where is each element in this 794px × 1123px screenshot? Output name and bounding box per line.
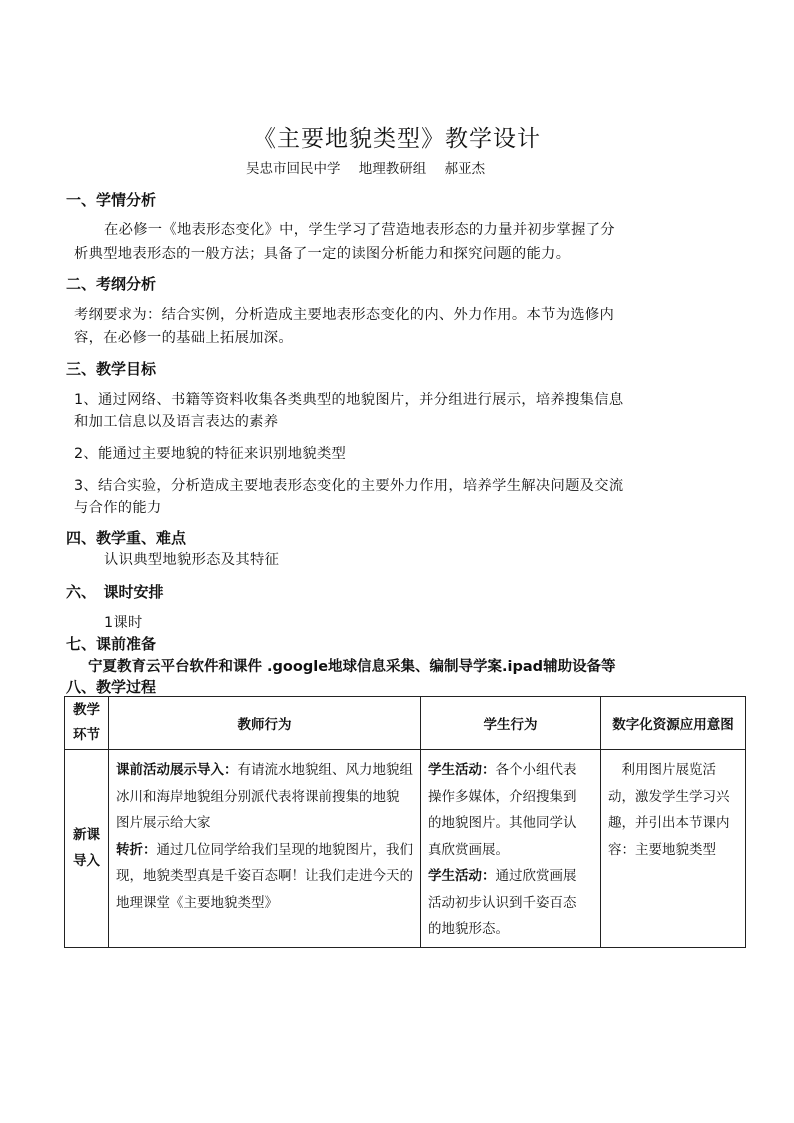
header-student: 学生行为 xyxy=(421,697,601,750)
section-1-line-2: 析典型地表形态的一般方法；具备了一定的读图分析能力和探究问题的能力。 xyxy=(74,246,571,262)
teacher-cell xyxy=(109,750,421,948)
stage-line-1: 新课 xyxy=(73,827,100,844)
stage-line-2: 导入 xyxy=(73,853,100,870)
digital-line-2: 动，激发学生学习兴 xyxy=(608,788,730,805)
teacher-line-2: 冰川和海岸地貌组分别派代表将课前搜集的地貌 xyxy=(116,788,400,805)
teacher-line-5: 现，地貌类型真是千姿百态啊！让我们走进今天的 xyxy=(116,868,413,884)
header-stage xyxy=(65,697,109,750)
section-1-line-1: 在必修一《地表形态变化》中，学生学习了营造地表形态的力量并初步掌握了分 xyxy=(104,222,615,238)
student-line-2: 操作多媒体，介绍搜集到 xyxy=(428,788,577,805)
digital-line-4: 容：主要地貌类型 xyxy=(608,841,716,858)
section-2-line-1: 考纲要求为：结合实例，分析造成主要地表形态变化的内、外力作用。本节为选修内 xyxy=(74,307,615,323)
objective-3-line-2: 与合作的能力 xyxy=(74,500,162,516)
teacher-text-1: 有请流水地貌组、风力地貌组 xyxy=(237,762,413,778)
teacher-text-4: 通过几位同学给我们呈现的地貌图片，我们 xyxy=(156,841,413,858)
section-heading-4: 四、教学重、难点 xyxy=(66,529,187,547)
student-cell xyxy=(421,750,601,948)
student-text-1: 各个小组代表 xyxy=(495,762,577,778)
section-heading-6: 六、 课时安排 xyxy=(66,583,164,601)
student-line-7: 的地貌形态。 xyxy=(428,921,509,937)
student-line-5 xyxy=(428,863,594,890)
teacher-label-2: 转折： xyxy=(116,841,157,858)
objective-1-line-2: 和加工信息以及语言表达的素养 xyxy=(74,414,279,430)
section-heading-1: 一、学情分析 xyxy=(66,191,157,209)
section-2-line-2: 容，在必修一的基础上拓展加深。 xyxy=(74,330,293,346)
teacher-line-1 xyxy=(116,757,414,784)
teacher-line-6: 地理课堂《主要地貌类型》 xyxy=(116,894,278,911)
author-school: 吴忠市回民中学 xyxy=(246,161,341,177)
header-stage-line-1: 教学 xyxy=(73,702,100,718)
header-digital: 数字化资源应用意图 xyxy=(601,697,746,750)
author-name: 郝亚杰 xyxy=(444,161,486,177)
section-4-text: 认识典型地貌形态及其特征 xyxy=(104,552,280,568)
section-heading-7: 七、课前准备 xyxy=(66,635,157,653)
section-heading-2: 二、考纲分析 xyxy=(66,275,157,293)
teacher-line-3: 图片展示给大家 xyxy=(116,815,211,831)
teacher-label-1: 课前活动展示导入： xyxy=(116,762,238,778)
student-line-4: 真欣赏画展。 xyxy=(428,841,509,858)
digital-line-1: 利用图片展览活 xyxy=(608,762,716,778)
student-text-5: 通过欣赏画展 xyxy=(495,868,577,884)
student-line-6: 活动初步认识到千姿百态 xyxy=(428,894,577,911)
student-line-3: 的地貌图片。其他同学认 xyxy=(428,815,577,831)
objective-2: 2、能通过主要地貌的特征来识别地貌类型 xyxy=(74,446,347,462)
teacher-line-4 xyxy=(116,837,414,864)
digital-cell xyxy=(601,750,746,948)
stage-cell xyxy=(65,750,109,948)
section-6-text: 1课时 xyxy=(104,615,143,631)
student-line-1 xyxy=(428,757,594,784)
author-group: 地理教研组 xyxy=(358,161,427,177)
student-label-1: 学生活动： xyxy=(428,762,496,778)
document-title: 《主要地貌类型》教学设计 xyxy=(253,126,541,152)
header-teacher: 教师行为 xyxy=(109,697,421,750)
digital-line-3: 趣，并引出本节课内 xyxy=(608,815,730,831)
author-line xyxy=(246,157,499,177)
section-heading-8: 八、教学过程 xyxy=(66,678,157,696)
table-header-row xyxy=(65,697,746,750)
table-row xyxy=(65,750,746,948)
section-heading-3: 三、教学目标 xyxy=(66,360,157,378)
section-7-text: 宁夏教育云平台软件和课件 .google地球信息采集、编制导学案.ipad辅助设备等 xyxy=(88,659,616,675)
student-label-2: 学生活动： xyxy=(428,868,496,884)
header-stage-line-2: 环节 xyxy=(73,727,100,743)
objective-1-line-1: 1、通过网络、书籍等资料收集各类典型的地貌图片，并分组进行展示，培养搜集信息 xyxy=(74,392,624,408)
teaching-process-table xyxy=(64,696,746,948)
objective-3-line-1: 3、结合实验，分析造成主要地表形态变化的主要外力作用，培养学生解决问题及交流 xyxy=(74,478,624,494)
